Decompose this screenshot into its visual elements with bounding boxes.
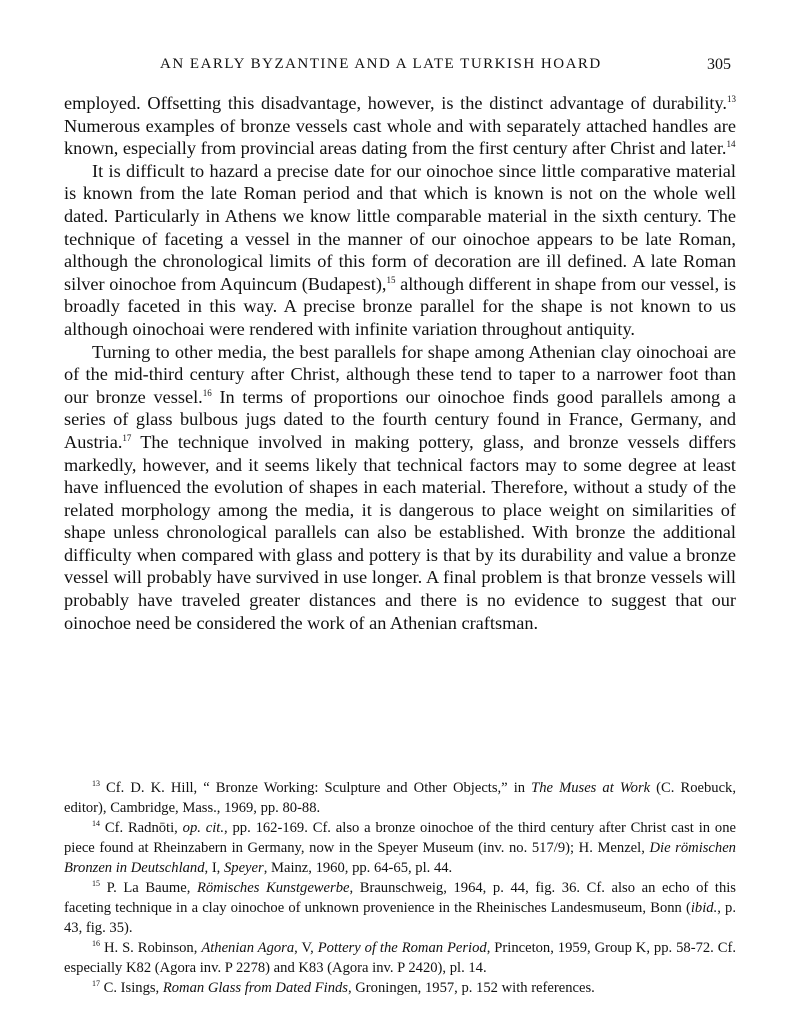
footnote-ref-15: 15: [386, 274, 396, 285]
footnote-text: , Groningen, 1957, p. 152 with references.: [347, 980, 595, 996]
text-run: Turning to other media, the best parallels for shape among Athenian clay oinochoai are of the mid-third century after Christ, although these tend to taper to a narrower foot than our bronze vessel.: [64, 341, 736, 407]
paragraph-2: [64, 160, 736, 341]
footnote-14: [64, 818, 736, 878]
footnote-text: Cf. Radnōti,: [100, 820, 183, 836]
footnote-title: op. cit.: [182, 820, 224, 836]
footnote-number: 13: [92, 779, 100, 788]
footnote-text: Cf. D. K. Hill, “ Bronze Working: Sculpture and Other Objects,” in: [100, 780, 532, 796]
footnote-text: , Mainz, 1960, pp. 64-65, pl. 44.: [263, 860, 453, 876]
footnote-title: Römisches Kunstgewerbe: [196, 880, 350, 896]
footnote-text: P. La Baume,: [100, 880, 197, 896]
footnote-17: [64, 978, 736, 998]
footnote-text: C. Isings,: [100, 980, 163, 996]
running-title: AN EARLY BYZANTINE AND A LATE TURKISH HOARD: [160, 56, 602, 72]
footnote-text: H. S. Robinson,: [100, 940, 202, 956]
footnote-title: The Muses at Work: [531, 780, 651, 796]
paragraph-1: [64, 92, 736, 160]
footnote-title: Athenian Agora: [201, 940, 295, 956]
footnote-title: Roman Glass from Dated Finds: [162, 980, 348, 996]
footnote-13: [64, 778, 736, 818]
footnote-text: , V,: [294, 940, 318, 956]
footnote-number: 14: [92, 819, 100, 828]
footnote-15: [64, 878, 736, 938]
footnote-text: , I,: [204, 860, 224, 876]
footnote-ref-17: 17: [122, 432, 132, 443]
main-text: [64, 92, 736, 634]
footnote-ref-14: 14: [726, 139, 736, 150]
paragraph-3: [64, 341, 736, 635]
footnote-ref-13: 13: [727, 94, 736, 104]
footnotes: [64, 778, 736, 998]
text-run: Numerous examples of bronze vessels cast whole and with separately attached handles are known, especially from provincial areas dating from the first century after Christ and later.: [64, 115, 736, 159]
footnote-text: (C. Roebuck, editor), Cambridge, Mass., 1969, pp. 80-88.: [64, 780, 736, 816]
footnote-text: , Princeton, 1959, Group K, pp. 58-72. Cf. especially K82 (Agora inv. P 2278) and K83 (Agora inv. P 2420), pl. 14.: [64, 940, 736, 976]
text-run: although different in shape from our vessel, is broadly faceted in this way. A precise bronze parallel for the shape is not known to us although oinochoai were rendered with infinite variation throughout antiquity.: [64, 273, 736, 339]
text-run: In terms of proportions our oinochoe finds good parallels among a series of glass bulbous jugs dated to the fourth century found in France, Germany, and Austria.: [64, 386, 737, 452]
footnote-title: Pottery of the Roman Period: [317, 940, 487, 956]
footnote-number: 16: [92, 939, 100, 948]
footnote-ref-16: 16: [202, 387, 212, 398]
text-run: It is difficult to hazard a precise date for our oinochoe since little comparative material is known from the late Roman period and that which is known is not on the whole well dated. Particularly in Athens we know little comparable material in the sixth century. The technique of faceting a vessel in the manner of our oinochoe appears to be late Roman, although the chronological limits of this form of decoration are ill defined. A late Roman silver oinochoe from Aquincum (Budapest),: [64, 160, 736, 294]
footnote-title: Die römischen Bronzen in Deutschland: [64, 840, 736, 876]
text-run: employed. Offsetting this disadvantage, however, is the distinct advantage of durability.: [64, 93, 727, 113]
footnote-title: ibid.: [690, 900, 718, 916]
footnote-text: , p. 43, fig. 35).: [64, 900, 736, 936]
footnote-title: Speyer: [223, 860, 264, 876]
page-number: 305: [707, 56, 731, 73]
text-run: The technique involved in making pottery, glass, and bronze vessels differs markedly, however, and it seems likely that technical factors may to some degree at least have influenced the evolution of shapes in each material. Therefore, without a study of the related morphology among the media, it is dangerous to place weight on similarities of shape unless chronological parallels can also be established. With bronze the additional difficulty when compared with glass and pottery is that by its durability and value a bronze vessel will probably have survived in use longer. A final problem is that bronze vessels will probably have traveled greater distances and there is no evidence to suggest that our oinochoe need be considered the work of an Athenian craftsman.: [64, 431, 736, 633]
footnote-text: , pp. 162-169. Cf. also a bronze oinochoe of the third century after Christ cast in one piece found at Rheinzabern in Germany, now in the Speyer Museum (inv. no. 517/9); H. Menzel,: [64, 820, 736, 856]
footnote-text: , Braunschweig, 1964, p. 44, fig. 36. Cf. also an echo of this faceting technique in a clay oinochoe of unknown provenience in the Rheinisches Landesmuseum, Bonn (: [64, 880, 736, 916]
footnote-number: 17: [92, 979, 100, 988]
footnote-number: 15: [92, 879, 100, 888]
running-header: [0, 56, 801, 80]
footnote-16: [64, 938, 736, 978]
